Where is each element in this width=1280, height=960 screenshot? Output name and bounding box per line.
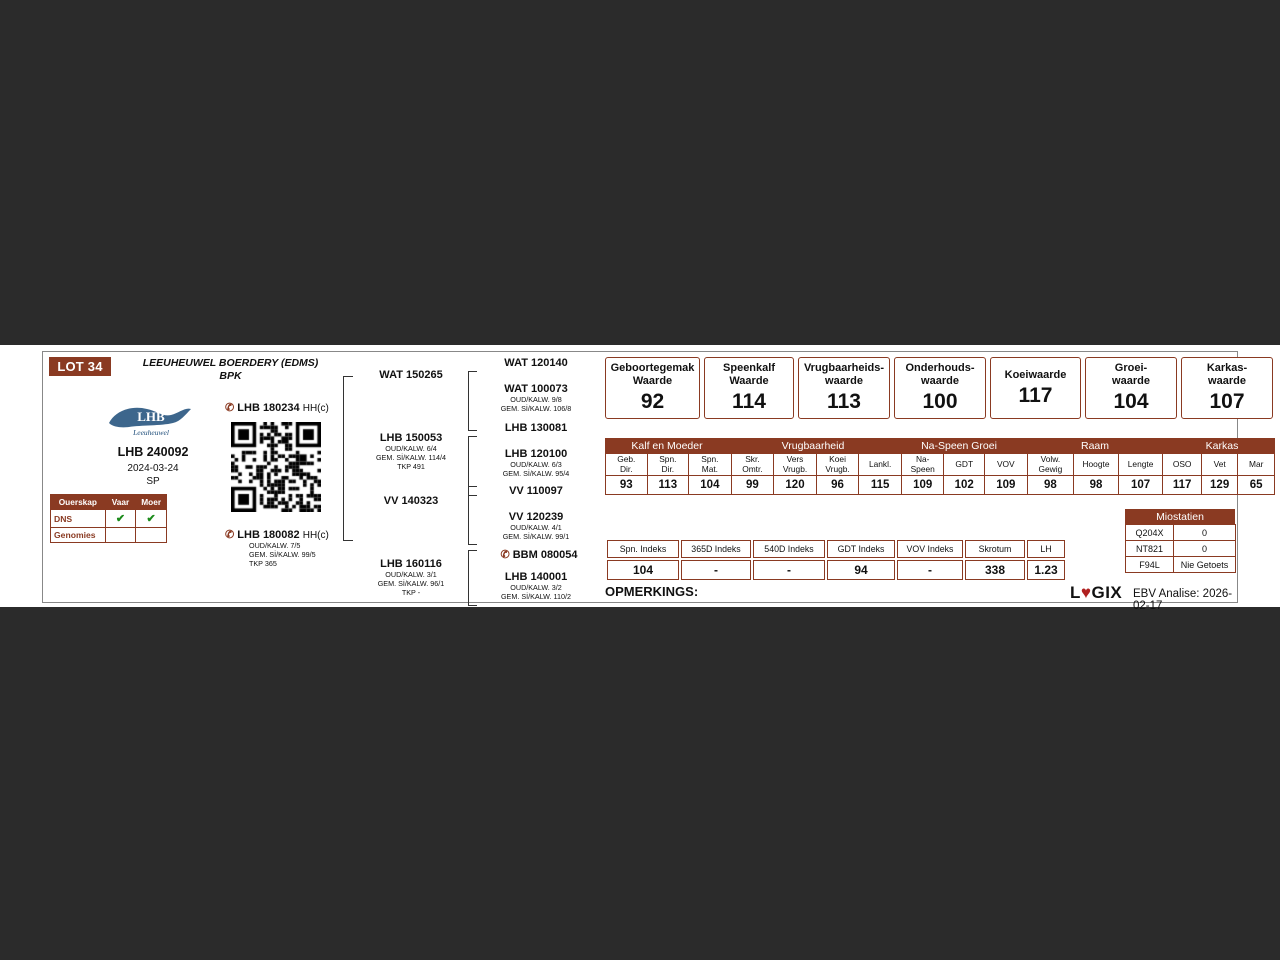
pedigree-dam-sire <box>355 495 467 507</box>
status-dns-vaar: ✔ <box>105 510 136 528</box>
idx2-h-lh: LH <box>1027 540 1065 558</box>
pedigree-dd-dam-sub <box>480 583 592 601</box>
ebv-h-hoogte: Hoogte <box>1074 454 1119 476</box>
pedigree-dd-sire-name: BBM 080054 <box>512 549 578 561</box>
index-box-groei-label: Groei- waarde <box>1112 362 1150 387</box>
ebv-h-vov: VOV <box>985 454 1028 476</box>
idx2-v-lh: 1.23 <box>1027 560 1065 580</box>
idx2-h-vov: VOV Indeks <box>897 540 963 558</box>
ebv-h-lankl: Lankl. <box>859 454 902 476</box>
ebv-group-title-vrugbaarheid: Vrugbaarheid <box>729 438 897 453</box>
idx2-v-365d: - <box>681 560 751 580</box>
pedigree-dam-dam <box>355 558 467 597</box>
pedigree-dam-sire-name: VV 140323 <box>383 495 439 507</box>
miostatien-row <box>1126 557 1236 573</box>
heart-icon: ♥ <box>1080 583 1092 602</box>
ebv-v-lankl: 115 <box>859 476 902 495</box>
index-box-karkas-value: 107 <box>1209 390 1245 413</box>
pedigree-sd-dam-sub <box>480 460 592 478</box>
pedigree-ss-sire-name: WAT 120140 <box>504 357 568 369</box>
animal-dob: 2024-03-24 <box>127 463 179 474</box>
pedigree-dd-sire-name-line <box>480 548 598 561</box>
ebv-h-skr-omtr: Skr. Omtr. <box>731 454 774 476</box>
pedigree-dam-sub <box>249 541 360 568</box>
pedigree-ss-dam-sub-2: GEM. Sİ/KALW. 106/8 <box>500 404 572 413</box>
brace-dam-sire <box>468 486 477 545</box>
pedigree-ss-dam-sub <box>480 395 592 413</box>
pedigree-sd-dam-name: LHB 120100 <box>504 448 568 460</box>
ebv-v-na-speen: 109 <box>901 476 944 495</box>
pedigree-sd-dam <box>480 448 592 478</box>
pedigree-dam-sub-3: TKP 365 <box>249 559 277 568</box>
miostatien-key-q204x: Q204X <box>1126 525 1174 541</box>
ebv-v-spn-dir: 113 <box>647 476 689 495</box>
index-box-onderhouds <box>894 357 986 419</box>
ebv-group-title-raam: Raam <box>1021 438 1169 453</box>
brace-dam-dam <box>468 550 477 606</box>
idx2-h-gdt: GDT Indeks <box>827 540 895 558</box>
idx2-h-spn-indeks: Spn. Indeks <box>607 540 679 558</box>
pedigree-dam-name: LHB 180082 <box>237 529 300 541</box>
status-header-vaar: Vaar <box>105 495 136 510</box>
miostatien-value-q204x: 0 <box>1174 525 1236 541</box>
ebv-v-mar: 65 <box>1238 476 1275 495</box>
ebv-v-geb-dir: 93 <box>606 476 648 495</box>
dna-marker-icon: ✆ <box>225 402 235 414</box>
pedigree-tree <box>43 352 603 604</box>
idx2-v-gdt: 94 <box>827 560 895 580</box>
pedigree-sd-dam-sub-1: OUD/KALW. 6/3 <box>510 460 562 469</box>
dna-marker-icon: ✆ <box>225 529 235 541</box>
ebv-h-gdt: GDT <box>944 454 985 476</box>
miostatien-row <box>1126 541 1236 557</box>
pedigree-sd-dam-sub-2: GEM. Sİ/KALW. 95/4 <box>502 469 570 478</box>
miostatien-value-nt821: 0 <box>1174 541 1236 557</box>
idx2-h-skrotum: Skrotum <box>965 540 1025 558</box>
ebv-group-title-kalf-en-moeder: Kalf en Moeder <box>605 438 729 453</box>
idx2-h-540d: 540D Indeks <box>753 540 825 558</box>
pedigree-ds-dam-name: VV 120239 <box>508 511 564 523</box>
index-box-groei <box>1085 357 1177 419</box>
status-label-genomies: Genomies <box>51 528 106 543</box>
pedigree-ss-sire <box>480 357 592 369</box>
pedigree-sire-suffix: HH(c) <box>302 403 329 414</box>
ebv-h-volw-gewig: Volw. Gewig <box>1027 454 1074 476</box>
ebv-h-oso: OSO <box>1163 454 1202 476</box>
ebv-h-na-speen: Na- Speen <box>901 454 944 476</box>
ebv-h-vers-vrugb: Vers Vrugb. <box>774 454 817 476</box>
pedigree-ss-dam-sub-1: OUD/KALW. 9/8 <box>510 395 562 404</box>
index-box-speenkalf <box>704 357 794 419</box>
opmerkings-label: OPMERKINGS: <box>605 584 699 599</box>
pedigree-ds-sire <box>480 485 592 497</box>
index-box-groei-value: 104 <box>1113 390 1149 413</box>
pedigree-sd-sire <box>480 422 592 434</box>
pedigree-dam-name-line <box>225 528 360 541</box>
pedigree-sire-sire <box>355 369 467 381</box>
index-box-vrugbaarheid <box>798 357 890 419</box>
ebv-v-vet: 129 <box>1201 476 1237 495</box>
logix-gix: GIX <box>1091 583 1123 602</box>
miostatien-title: Miostatien <box>1125 509 1235 524</box>
pedigree-ss-dam-name: WAT 100073 <box>504 383 568 395</box>
ebv-group-title-na-speen-groei: Na-Speen Groei <box>897 438 1021 453</box>
index-box-karkas-label: Karkas- waarde <box>1206 362 1248 387</box>
svg-text:Leeuheuwel: Leeuheuwel <box>132 428 169 437</box>
idx2-v-540d: - <box>753 560 825 580</box>
index-box-vrugbaarheid-label: Vrugbaarheids- waarde <box>803 362 885 387</box>
ebv-v-koei-vrugb: 96 <box>816 476 859 495</box>
idx2-v-spn-indeks: 104 <box>607 560 679 580</box>
pedigree-ds-sire-name: VV 110097 <box>509 485 563 497</box>
pedigree-dd-dam-sub-1: OUD/KALW. 3/2 <box>510 583 562 592</box>
pedigree-dam-sub-2: GEM. Sİ/KALW. 99/5 <box>249 550 316 559</box>
animal-sex: SP <box>146 476 160 487</box>
status-dns-moer: ✔ <box>136 510 167 528</box>
ebv-header-row <box>606 454 1275 476</box>
index-box-geboortegemak-value: 92 <box>640 390 665 413</box>
pedigree-sire <box>225 401 345 414</box>
status-label-dns: DNS <box>51 510 106 528</box>
pedigree-dam-suffix: HH(c) <box>302 530 329 541</box>
ebv-v-oso: 117 <box>1163 476 1202 495</box>
pedigree-dd-sire <box>480 548 598 561</box>
lot-badge: LOT 34 <box>49 357 111 376</box>
index-box-geboortegemak <box>605 357 700 419</box>
pedigree-dd-dam <box>480 571 592 601</box>
animal-pedigree-card <box>42 351 1264 612</box>
pedigree-ss-dam <box>480 383 592 413</box>
index-box-vrugbaarheid-value: 113 <box>827 390 861 413</box>
idx2-v-vov: - <box>897 560 963 580</box>
ebv-group-title-karkas: Karkas <box>1169 438 1275 453</box>
ebv-table <box>605 453 1275 495</box>
ebv-analysis-date: EBV Analise: 2026-02-17 <box>1133 588 1233 612</box>
ebv-v-lengte: 107 <box>1118 476 1163 495</box>
breeder-line2: BPK <box>219 370 242 382</box>
pedigree-ds-dam-sub-1: OUD/KALW. 4/1 <box>510 523 562 532</box>
pedigree-sire-dam-sub-1: OUD/KALW. 6/4 <box>385 444 437 453</box>
ebv-h-vet: Vet <box>1201 454 1237 476</box>
pedigree-dam-sub-1: OUD/KALW. 7/5 <box>249 541 301 550</box>
pedigree-sire-dam-sub-3: TKP 491 <box>397 462 425 471</box>
status-header-moer: Moer <box>136 495 167 510</box>
ebv-h-spn-dir: Spn. Dir. <box>647 454 689 476</box>
idx2-v-skrotum: 338 <box>965 560 1025 580</box>
miostatien-key-f94l: F94L <box>1126 557 1174 573</box>
ebv-h-lengte: Lengte <box>1118 454 1163 476</box>
breeder-line1: LEEUHEUWEL BOERDERY (EDMS) <box>142 357 319 369</box>
pedigree-dam-dam-sub <box>355 570 467 597</box>
pedigree-ds-dam-sub-2: GEM. Sİ/KALW. 99/1 <box>502 532 570 541</box>
pedigree-dam-dam-name: LHB 160116 <box>380 558 442 570</box>
index-row2-values <box>607 560 1065 580</box>
pedigree-sire-dam-name: LHB 150053 <box>379 432 443 444</box>
miostatien-row <box>1126 525 1236 541</box>
index-row2-table <box>605 538 1067 582</box>
index-box-koeiwaarde <box>990 357 1081 419</box>
ebv-v-spn-mat: 104 <box>689 476 732 495</box>
pedigree-dam <box>225 528 360 568</box>
index-box-onderhouds-value: 100 <box>922 390 958 413</box>
pedigree-dam-dam-sub-3: TKP - <box>401 588 421 597</box>
index-box-speenkalf-label: Speenkalf Waarde <box>723 362 775 387</box>
ebv-v-hoogte: 98 <box>1074 476 1119 495</box>
logix-logo <box>1070 583 1122 603</box>
index-boxes-row <box>605 357 1248 419</box>
ebv-v-vers-vrugb: 120 <box>774 476 817 495</box>
pedigree-sire-dam-sub <box>355 444 467 471</box>
index-box-geboortegemak-label: Geboortegemak Waarde <box>610 362 695 387</box>
pedigree-sire-name: LHB 180234 <box>237 402 300 414</box>
dna-marker-icon: ✆ <box>500 549 510 561</box>
pedigree-sire-dam-sub-2: GEM. Sİ/KALW. 114/4 <box>375 453 447 462</box>
index-box-speenkalf-value: 114 <box>732 390 766 413</box>
ebv-h-mar: Mar <box>1238 454 1275 476</box>
ebv-v-skr-omtr: 99 <box>731 476 774 495</box>
brace-sire-sire <box>468 371 477 431</box>
pedigree-dd-dam-name: LHB 140001 <box>504 571 568 583</box>
ebv-h-koei-vrugb: Koei Vrugb. <box>816 454 859 476</box>
index-box-koeiwaarde-value: 117 <box>1018 383 1053 407</box>
ebv-v-volw-gewig: 98 <box>1027 476 1074 495</box>
pedigree-ds-dam-sub <box>480 523 592 541</box>
index-box-karkas <box>1181 357 1273 419</box>
miostatien-key-nt821: NT821 <box>1126 541 1174 557</box>
pedigree-sire-dam <box>355 432 467 471</box>
ebv-h-spn-mat: Spn. Mat. <box>689 454 732 476</box>
idx2-h-365d: 365D Indeks <box>681 540 751 558</box>
animal-id: LHB 240092 <box>117 445 189 459</box>
index-row2-header <box>607 540 1065 558</box>
pedigree-dd-dam-sub-2: GEM. Sİ/KALW. 110/2 <box>500 592 572 601</box>
pedigree-dam-dam-sub-2: GEM. Sİ/KALW. 96/1 <box>377 579 445 588</box>
logix-l: L <box>1070 583 1081 602</box>
miostatien-value-f94l: Nie Getoets <box>1174 557 1236 573</box>
ebv-h-geb-dir: Geb. Dir. <box>606 454 648 476</box>
pedigree-sire-name-line <box>225 401 345 414</box>
ebv-value-row <box>606 476 1275 495</box>
pedigree-sd-sire-name: LHB 130081 <box>504 422 568 434</box>
pedigree-sire-sire-name: WAT 150265 <box>379 369 443 381</box>
pedigree-ds-dam <box>480 511 592 541</box>
index-box-koeiwaarde-label: Koeiwaarde <box>1004 368 1067 381</box>
ebv-v-vov: 109 <box>985 476 1028 495</box>
svg-text:LHB: LHB <box>136 409 165 424</box>
pedigree-dam-dam-sub-1: OUD/KALW. 3/1 <box>385 570 437 579</box>
ebv-v-gdt: 102 <box>944 476 985 495</box>
status-header-ouerskap: Ouerskap <box>51 495 106 510</box>
miostatien-table <box>1125 524 1236 573</box>
index-box-onderhouds-label: Onderhouds- waarde <box>905 362 975 387</box>
